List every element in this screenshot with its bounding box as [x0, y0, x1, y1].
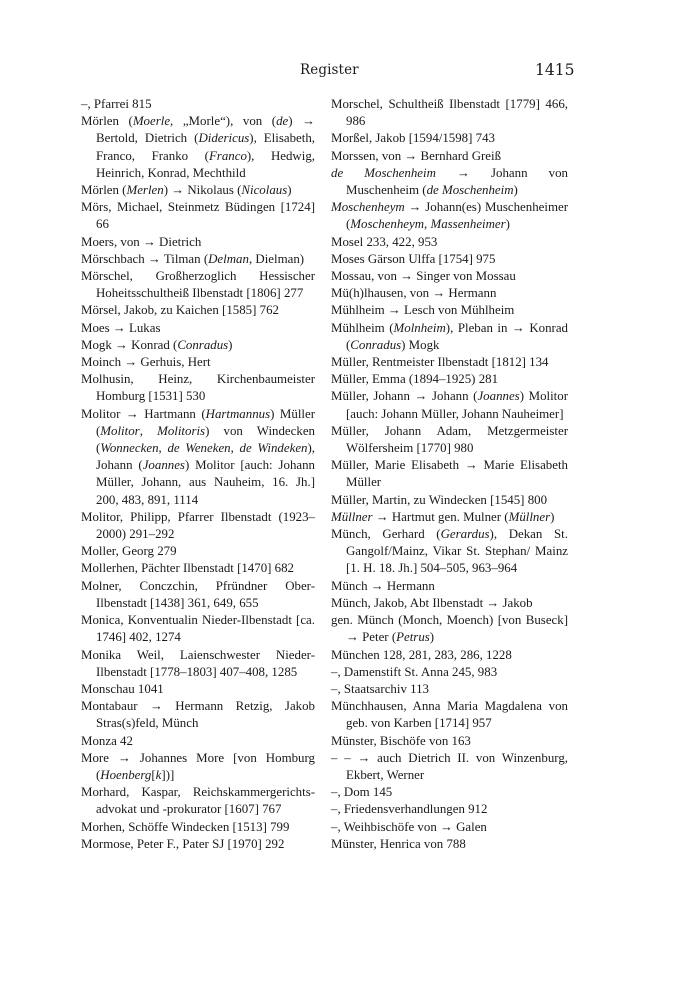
- index-entry: Mörlen (Moerle, „Morle“), von (de) → Bertold, Dietrich (Didericus), Elisabeth, Franco, Franko (Franco), Hedwig, Heinrich, Konrad, Mechthild: [81, 114, 316, 180]
- index-entry: Mörschbach → Tilman (Delman, Dielman): [81, 251, 305, 266]
- index-entry: Müller, Marie Elisabeth → Marie Elisabeth Müller: [331, 458, 568, 490]
- index-entry: Münster, Bischöfe von 163: [331, 733, 471, 748]
- index-entry: Müller, Martin, zu Windecken [1545] 800: [331, 492, 548, 507]
- index-entry: Morhen, Schöffe Windecken [1513] 799: [81, 819, 290, 834]
- index-entry: Moschenheym → Johann(es) Muschenheimer (Moschenheym, Massenheimer): [331, 200, 568, 232]
- index-entry: Molitor → Hartmann (Hartmannus) Müller (Molitor, Molitoris) von Windecken (Wonnecken, de Weneken, de Windeken), Johann (Joannes) Molitor [auch: Johann Müller, Johann, aus Nauheim, 16. Jh.] 200, 483, 891, 1114: [81, 406, 315, 507]
- index-entry: Müller, Johann → Johann (Joannes) Molitor [auch: Johann Müller, Johann Nauheimer]: [331, 389, 568, 421]
- index-entry: Mörlen (Merlen) → Nikolaus (Nicolaus): [81, 183, 292, 198]
- index-entry: Moes → Lukas: [81, 320, 161, 335]
- index-entry: Müllner → Hartmut gen. Mulner (Müllner): [331, 509, 555, 524]
- index-entry: Mosel 233, 422, 953: [331, 234, 438, 249]
- index-entry: –, Damenstift St. Anna 245, 983: [331, 664, 498, 679]
- index-entry: Münchhausen, Anna Maria Magdalena von geb. von Karben [1714] 957: [331, 699, 568, 731]
- index-entry: – – → auch Dietrich II. von Winzenburg, Ekbert, Werner: [331, 750, 568, 782]
- page-number: 1415: [535, 61, 575, 79]
- index-entry: Morschel, Schultheiß Ilbenstadt [1779] 466, 986: [331, 97, 568, 129]
- index-entry: Mossau, von → Singer von Mossau: [331, 269, 516, 284]
- index-entry: Münster, Henrica von 788: [331, 836, 466, 851]
- index-entry: Molhusin, Heinz, Kirchenbaumeister Homburg [1531] 530: [81, 372, 315, 404]
- index-entry: Monza 42: [81, 733, 133, 748]
- index-entry: gen. Münch (Monch, Moench) [von Buseck] → Peter (Petrus): [331, 613, 568, 645]
- index-entry: Moers, von → Dietrich: [81, 234, 202, 249]
- index-entry: Münch, Jakob, Abt Ilbenstadt → Jakob: [331, 595, 533, 610]
- index-column-right: [331, 96, 568, 853]
- index-entry: –, Pfarrei 815: [81, 97, 152, 111]
- index-entry: Morssen, von → Bernhard Greiß: [331, 148, 502, 163]
- index-entry: Moses Gärson Ulffa [1754] 975: [331, 251, 496, 266]
- index-entry: Mollerhen, Pächter Ilbenstadt [1470] 682: [81, 561, 294, 576]
- index-entry: Monika Weil, Laienschwester Nieder-Ilbenstadt [1778–1803] 407–408, 1285: [81, 647, 315, 679]
- index-entry: Münch, Gerhard (Gerardus), Dekan St. Gangolf/Mainz, Vikar St. Stephan/ Mainz [1. H. 18. Jh.] 504–505, 963–964: [331, 527, 568, 576]
- index-entry: de Moschenheim → Johann von Muschenheim (de Moschenheim): [331, 165, 568, 198]
- index-entry: –, Weihbischöfe von → Galen: [331, 819, 487, 834]
- index-entry: Münch → Hermann: [331, 578, 435, 593]
- index-entry: Mörschel, Großherzoglich Hessischer Hoheitsschultheiß Ilbenstadt [1806] 277: [81, 269, 315, 301]
- index-entry: Müller, Emma (1894–1925) 281: [331, 372, 499, 387]
- index-entry: Mühlheim → Lesch von Mühlheim: [331, 303, 515, 318]
- index-entry: –, Staatsarchiv 113: [331, 681, 429, 696]
- running-head: Register: [300, 62, 359, 78]
- index-entry: Mü(h)lhausen, von → Hermann: [331, 286, 497, 301]
- index-entry: Monica, Konventualin Nieder-Ilbenstadt [ca. 1746] 402, 1274: [81, 613, 315, 645]
- index-entry: Müller, Rentmeister Ilbenstadt [1812] 134: [331, 355, 549, 370]
- index-entry: Molitor, Philipp, Pfarrer Ilbenstadt (1923–2000) 291–292: [81, 509, 315, 542]
- index-entry: Mühlheim (Molnheim), Pleban in → Konrad (Conradus) Mogk: [331, 320, 568, 352]
- index-entry: Montabaur → Hermann Retzig, Jakob Stras(s)feld, Münch: [81, 699, 315, 731]
- index-column-left: [81, 96, 315, 853]
- index-entry: Morhard, Kaspar, Reichskammergerichts-advokat und -prokurator [1607] 767: [81, 785, 315, 817]
- index-entry: Moller, Georg 279: [81, 544, 177, 559]
- index-entry: Morßel, Jakob [1594/1598] 743: [331, 131, 495, 146]
- index-entry: Mogk → Konrad (Conradus): [81, 337, 233, 352]
- index-entry: Monschau 1041: [81, 681, 164, 696]
- index-entry: –, Friedensverhandlungen 912: [331, 802, 488, 817]
- index-entry: Molner, Conczchin, Pfründner Ober-Ilbenstadt [1438] 361, 649, 655: [81, 578, 315, 610]
- index-entry: Mormose, Peter F., Pater SJ [1970] 292: [81, 836, 285, 851]
- index-entry: More → Johannes More [von Homburg (Hoenberg[k])]: [81, 750, 315, 782]
- index-entry: Mörs, Michael, Steinmetz Büdingen [1724] 66: [81, 200, 315, 232]
- index-entry: München 128, 281, 283, 286, 1228: [331, 647, 512, 662]
- index-entry: Moinch → Gerhuis, Hert: [81, 355, 211, 370]
- index-entry: Mörsel, Jakob, zu Kaichen [1585] 762: [81, 303, 279, 318]
- index-entry: –, Dom 145: [331, 785, 393, 800]
- index-entry: Müller, Johann Adam, Metzgermeister Wölfersheim [1770] 980: [331, 423, 568, 456]
